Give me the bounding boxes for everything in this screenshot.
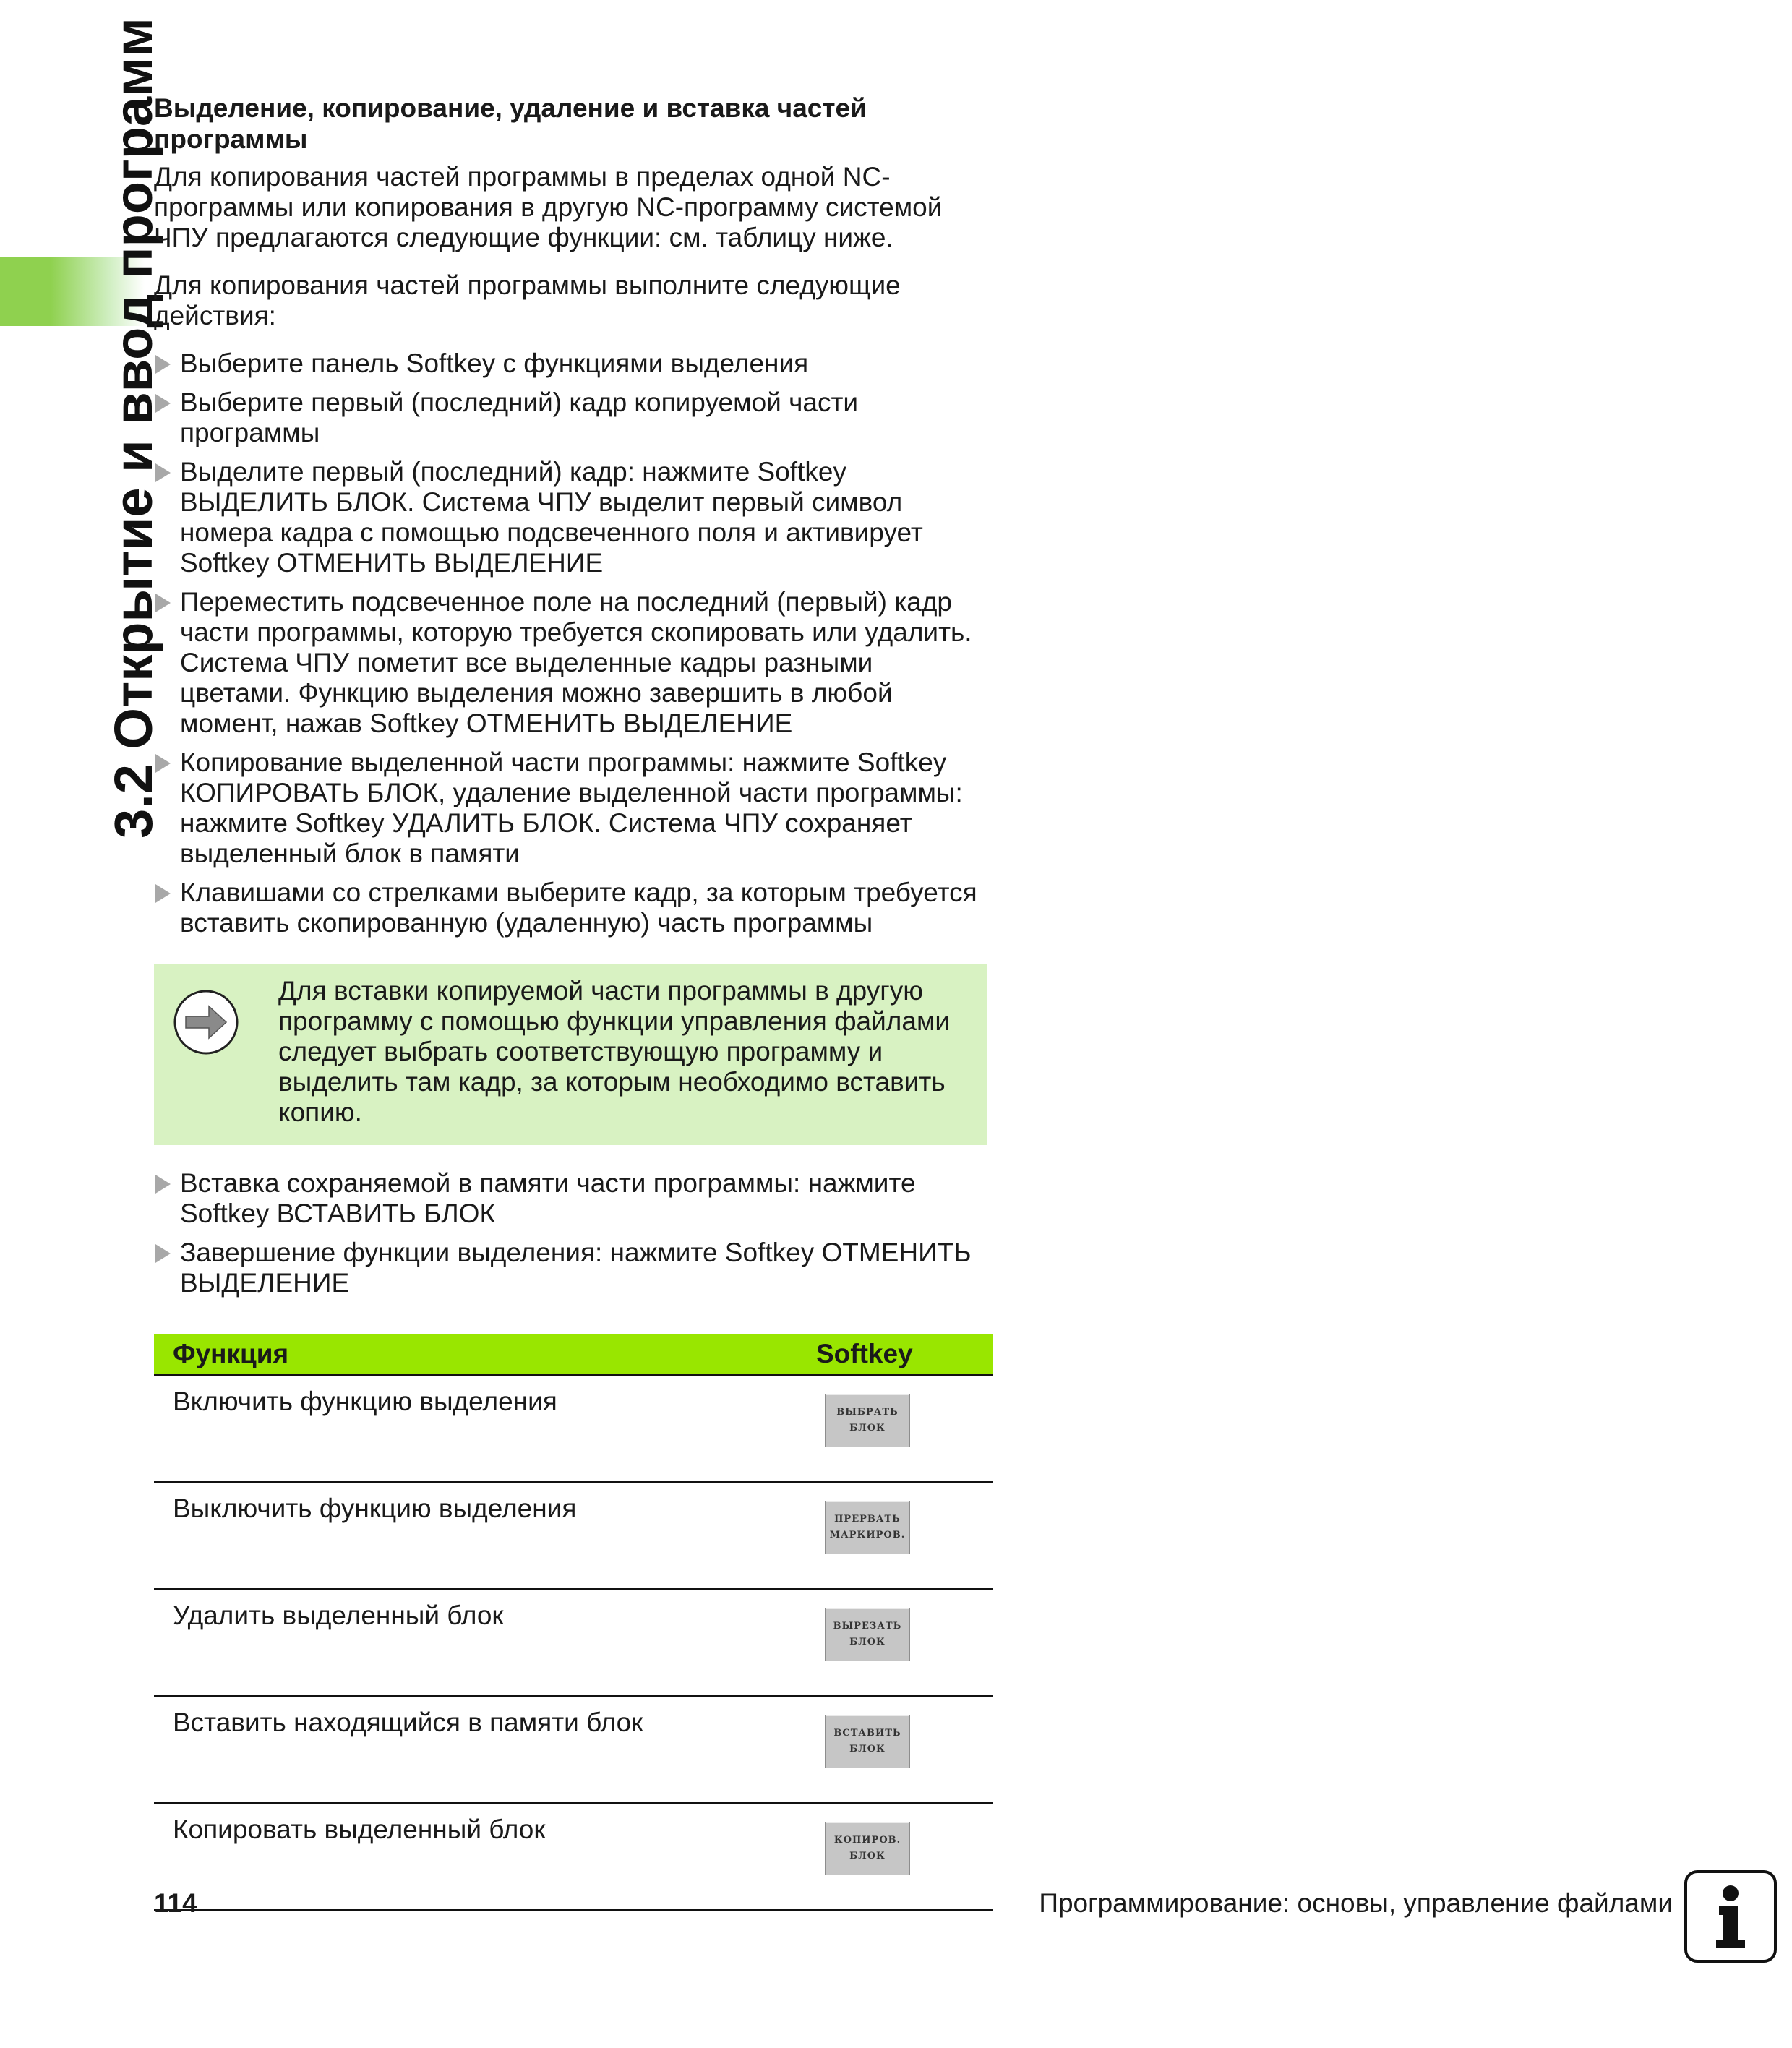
cut-block-softkey[interactable]: ВЫРЕЗАТЬ БЛОК: [825, 1608, 910, 1661]
function-cell: Удалить выделенный блок: [154, 1590, 797, 1697]
bullet-triangle-icon: [155, 1244, 171, 1263]
function-cell: Выключить функцию выделения: [154, 1483, 797, 1590]
bullet-triangle-icon: [155, 1175, 171, 1194]
chapter-footer: Программирование: основы, управление файлами: [1039, 1888, 1673, 1918]
bullet-triangle-icon: [155, 394, 171, 413]
list-item: Выберите панель Softkey с функциями выделения: [154, 348, 985, 379]
function-cell: Вставить находящийся в памяти блок: [154, 1697, 797, 1804]
steps-list-2: [154, 1168, 985, 1298]
function-cell: Копировать выделенный блок: [154, 1804, 797, 1911]
bullet-triangle-icon: [155, 884, 171, 903]
list-item: Завершение функции выделения: нажмите Softkey ОТМЕНИТЬ ВЫДЕЛЕНИЕ: [154, 1238, 985, 1298]
column-header-function: Функция: [154, 1334, 797, 1375]
bullet-triangle-icon: [155, 463, 171, 482]
bullet-triangle-icon: [155, 594, 171, 612]
list-item: Клавишами со стрелками выберите кадр, за которым требуется вставить скопированную (удаленную) часть программы: [154, 878, 985, 938]
note-text: Для вставки копируемой части программы в другую программу с помощью функции управления файлами следует выбрать соответствующую программу и выделить там кадр, за которым необходимо вставить копию.: [278, 976, 951, 1127]
list-item: Копирование выделенной части программы: нажмите Softkey КОПИРОВАТЬ БЛОК, удаление выделенной части программы: нажмите Softkey УДАЛИТЬ БЛОК. Система ЧПУ сохраняет выделенный блок в памяти: [154, 747, 985, 869]
insert-block-softkey[interactable]: ВСТАВИТЬ БЛОК: [825, 1715, 910, 1768]
function-cell: Включить функцию выделения: [154, 1375, 797, 1483]
steps-list: [154, 348, 985, 938]
section-heading: Выделение, копирование, удаление и вставка частей программы: [154, 93, 867, 154]
info-glyph-icon: [1687, 1873, 1774, 1960]
table-row: [154, 1590, 993, 1697]
column-header-softkey: Softkey: [797, 1334, 993, 1375]
softkey-table: [154, 1334, 993, 1911]
page-number: 114: [154, 1888, 197, 1918]
main-content: [154, 93, 985, 1307]
bullet-triangle-icon: [155, 754, 171, 773]
arrow-right-icon: [173, 989, 239, 1055]
table-row: [154, 1375, 993, 1483]
intro-paragraph: Для копирования частей программы в пределах одной NC-программы или копирования в другую NC-программу системой ЧПУ предлагаются следующие функции: см. таблицу ниже.: [154, 162, 943, 252]
instructions-intro: Для копирования частей программы выполните следующие действия:: [154, 270, 901, 330]
list-item: Вставка сохраняемой в памяти части программы: нажмите Softkey ВСТАВИТЬ БЛОК: [154, 1168, 985, 1229]
info-icon: [1684, 1870, 1777, 1963]
bullet-triangle-icon: [155, 355, 171, 374]
section-side-title: 3.2 Открытие и ввод программ: [103, 17, 163, 839]
table-row: [154, 1697, 993, 1804]
table-row: [154, 1483, 993, 1590]
cancel-marking-softkey[interactable]: ПРЕРВАТЬ МАРКИРОВ.: [825, 1501, 910, 1554]
copy-block-softkey[interactable]: КОПИРОВ. БЛОК: [825, 1822, 910, 1875]
list-item: Выберите первый (последний) кадр копируемой части программы: [154, 387, 985, 448]
select-block-softkey[interactable]: ВЫБРАТЬ БЛОК: [825, 1394, 910, 1447]
note-box: [154, 964, 987, 1145]
table-header-row: [154, 1334, 993, 1375]
table-row: [154, 1804, 993, 1911]
list-item: Переместить подсвеченное поле на последний (первый) кадр части программы, которую требуется скопировать или удалить. Система ЧПУ пометит все выделенные кадры разными цветами. Функцию выделения можно завершить в любой момент, нажав Softkey ОТМЕНИТЬ ВЫДЕЛЕНИЕ: [154, 587, 985, 739]
list-item: Выделите первый (последний) кадр: нажмите Softkey ВЫДЕЛИТЬ БЛОК. Система ЧПУ выделит первый символ номера кадра с помощью подсвеченного поля и активирует Softkey ОТМЕНИТЬ ВЫДЕЛЕНИЕ: [154, 457, 985, 578]
